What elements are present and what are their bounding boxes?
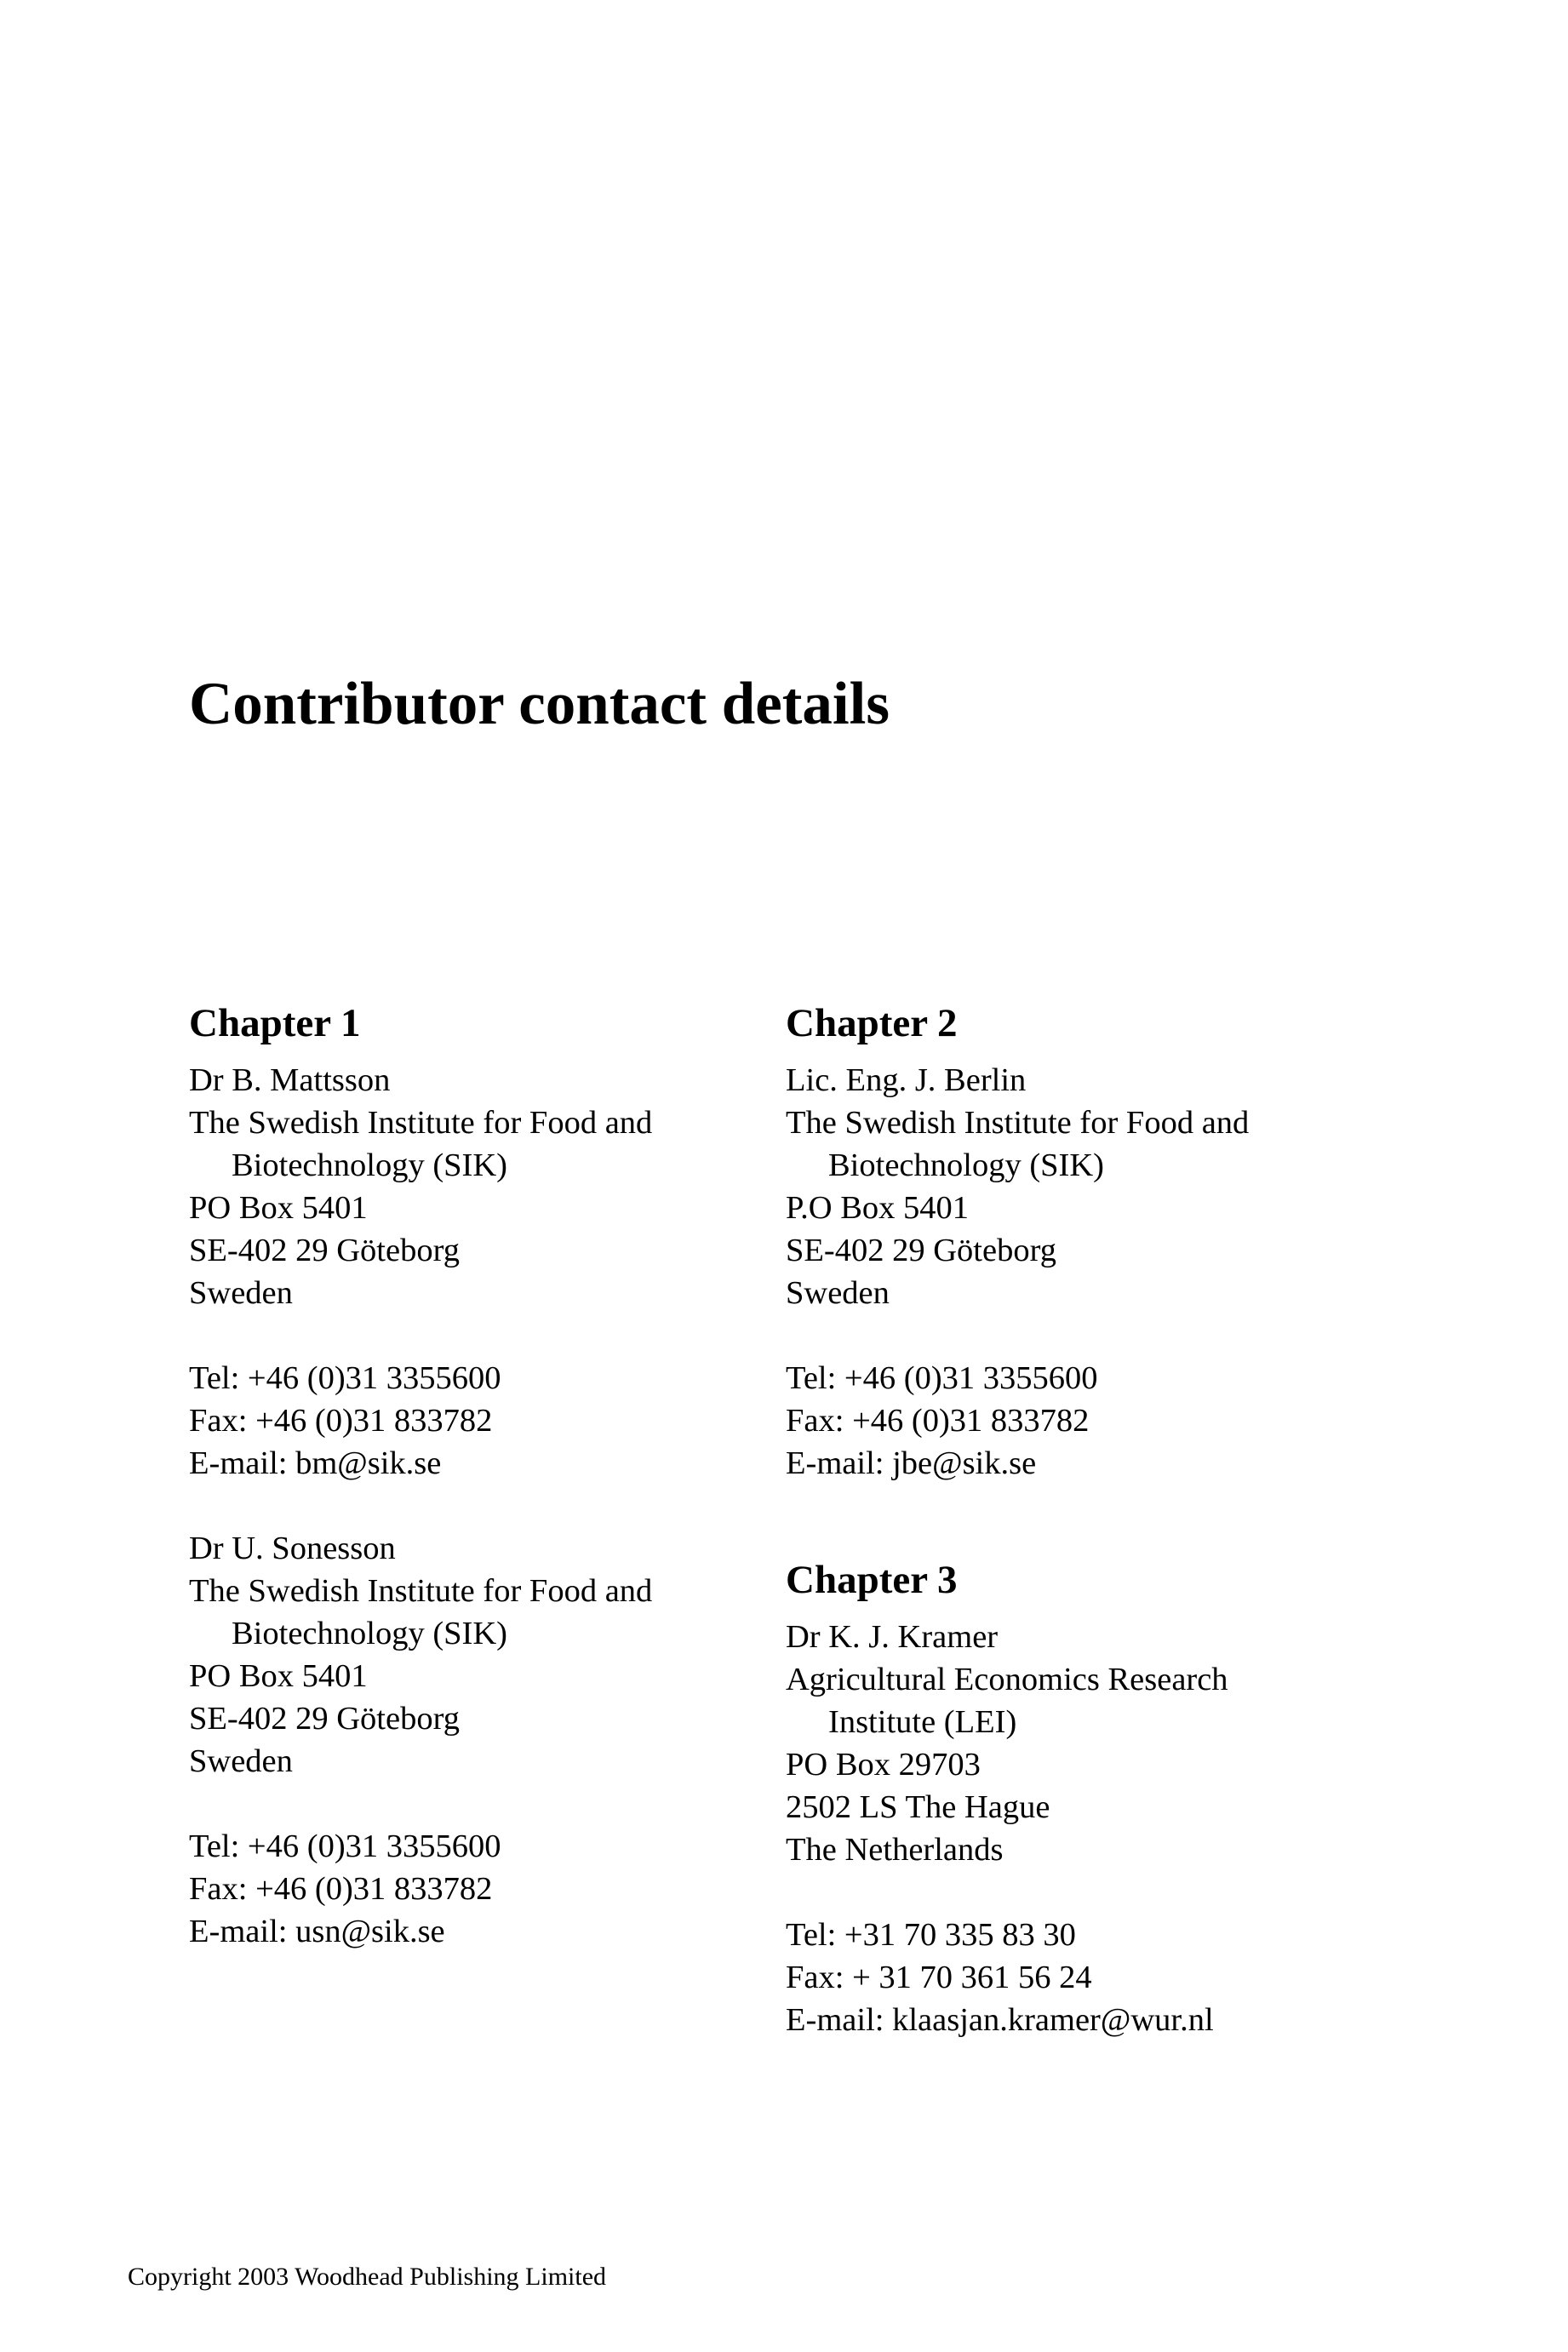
- contact-email: E-mail: usn@sik.se: [189, 1914, 445, 1949]
- contact-city: 2502 LS The Hague: [786, 1789, 1050, 1825]
- contact-telephone: Tel: +46 (0)31 3355600: [189, 1828, 501, 1864]
- spacer: [189, 1485, 785, 1527]
- contact-telephone: Tel: +46 (0)31 3355600: [786, 1360, 1098, 1396]
- contact-po-box: PO Box 29703: [786, 1747, 981, 1783]
- contact-telephone: Tel: +31 70 335 83 30: [786, 1917, 1076, 1953]
- contact-po-box: P.O Box 5401: [786, 1190, 970, 1226]
- contact-country: Sweden: [786, 1275, 890, 1311]
- spacer: [786, 1314, 1382, 1357]
- left-column: [189, 996, 785, 1953]
- contact-organization: The Swedish Institute for Food and: [189, 1105, 653, 1141]
- copyright-footer: Copyright 2003 Woodhead Publishing Limited: [128, 2263, 607, 2291]
- contact-po-box: PO Box 5401: [189, 1190, 368, 1226]
- contact-name: Dr B. Mattsson: [189, 1062, 391, 1098]
- spacer: [189, 1314, 785, 1357]
- page-title: Contributor contact details: [189, 671, 890, 737]
- contact-organization: The Swedish Institute for Food and: [786, 1105, 1250, 1141]
- contact-city: SE-402 29 Göteborg: [189, 1233, 460, 1268]
- contact-email: E-mail: klaasjan.kramer@wur.nl: [786, 2002, 1214, 2038]
- contact-organization: Agricultural Economics Research: [786, 1662, 1228, 1697]
- spacer: [189, 1783, 785, 1825]
- right-column: [786, 996, 1382, 2041]
- contact-city: SE-402 29 Göteborg: [189, 1701, 460, 1737]
- contact-organization-cont: Biotechnology (SIK): [828, 1147, 1104, 1183]
- spacer: [786, 1485, 1382, 1553]
- spacer: [786, 1871, 1382, 1914]
- contact-name: Lic. Eng. J. Berlin: [786, 1062, 1027, 1098]
- contact-fax: Fax: + 31 70 361 56 24: [786, 1960, 1092, 1995]
- contact-organization-cont: Biotechnology (SIK): [232, 1616, 507, 1651]
- contact-email: E-mail: jbe@sik.se: [786, 1445, 1037, 1481]
- contact-fax: Fax: +46 (0)31 833782: [786, 1403, 1090, 1439]
- contact-mattsson: [189, 1050, 785, 1527]
- chapter-1-heading: Chapter 1: [189, 1001, 361, 1045]
- contact-country: The Netherlands: [786, 1832, 1004, 1868]
- contact-berlin: [786, 1050, 1382, 1553]
- contact-organization-cont: Institute (LEI): [828, 1704, 1017, 1740]
- contact-po-box: PO Box 5401: [189, 1658, 368, 1694]
- contact-country: Sweden: [189, 1275, 293, 1311]
- chapter-2-heading: Chapter 2: [786, 1001, 958, 1045]
- contact-organization: The Swedish Institute for Food and: [189, 1573, 653, 1609]
- contact-kramer: [786, 1607, 1382, 2041]
- contact-fax: Fax: +46 (0)31 833782: [189, 1871, 493, 1907]
- chapter-3-heading: Chapter 3: [786, 1558, 958, 1602]
- contact-country: Sweden: [189, 1743, 293, 1779]
- contact-sonesson: [189, 1527, 785, 1953]
- contact-city: SE-402 29 Göteborg: [786, 1233, 1056, 1268]
- contact-telephone: Tel: +46 (0)31 3355600: [189, 1360, 501, 1396]
- contact-name: Dr K. J. Kramer: [786, 1619, 999, 1655]
- contact-email: E-mail: bm@sik.se: [189, 1445, 442, 1481]
- contact-name: Dr U. Sonesson: [189, 1531, 396, 1566]
- contact-organization-cont: Biotechnology (SIK): [232, 1147, 507, 1183]
- contact-fax: Fax: +46 (0)31 833782: [189, 1403, 493, 1439]
